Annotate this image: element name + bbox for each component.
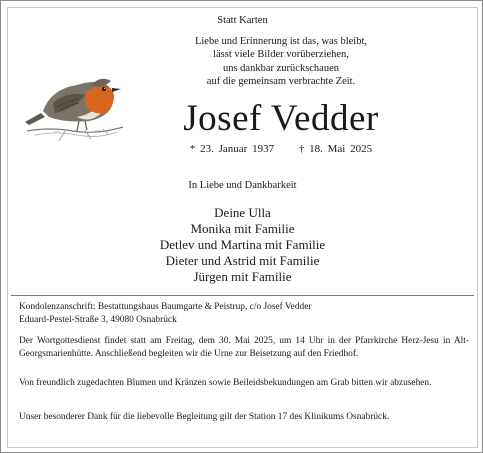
condolence-line: Eduard-Pestel-Straße 3, 49080 Osnabrück xyxy=(19,314,177,325)
birth-date: * 23. Januar 1937 xyxy=(189,143,275,155)
service-info: Der Wortgottesdienst findet statt am Freitag, dem 30. Mai 2025, um 14 Uhr in der Pfarrkirche Herz-Jesu in Alt-Georgsmarienhütte. Anschließend begleiten wir die Urne zur Beisetzung auf den Friedhof. xyxy=(19,336,469,359)
divider xyxy=(11,295,474,296)
thanks-note: Unser besonderer Dank für die liebevolle Begleitung gilt der Station 17 des Klinikums Osnabrück. xyxy=(19,412,390,422)
family-member: Detlev und Martina mit Familie xyxy=(159,237,326,252)
poem-line: auf die gemeinsam verbrachte Zeit. xyxy=(206,76,356,88)
family-member: Dieter und Astrid mit Familie xyxy=(165,253,320,268)
condolence-address xyxy=(19,301,469,326)
life-dates xyxy=(111,143,451,155)
robin-illustration xyxy=(25,65,125,143)
condolence-line: Kondolenzanschrift: Bestattungshaus Baumgarte & Peistrup, c/o Josef Vedder xyxy=(19,302,312,312)
poem-line: Liebe und Erinnerung ist das, was bleibt, xyxy=(194,36,368,47)
poem-line: uns dankbar zurückschauen xyxy=(222,62,340,74)
death-date: † 18. Mai 2025 xyxy=(298,143,373,155)
deceased-name: Josef Vedder xyxy=(183,98,379,139)
donations-note: Von freundlich zugedachten Blumen und Kränzen sowie Beileidsbekundungen am Grab bitten wir abzusehen. xyxy=(19,378,432,388)
poem-line: lässt viele Bilder vorüberziehen, xyxy=(213,49,349,61)
header-statt-karten: Statt Karten xyxy=(217,15,268,26)
love-line: In Liebe und Dankbarkeit xyxy=(188,180,297,191)
family-member: Monika mit Familie xyxy=(190,221,295,236)
family-member: Jürgen mit Familie xyxy=(193,269,292,284)
family-list xyxy=(1,205,483,285)
poem xyxy=(111,35,451,89)
family-member: Deine Ulla xyxy=(214,205,271,220)
